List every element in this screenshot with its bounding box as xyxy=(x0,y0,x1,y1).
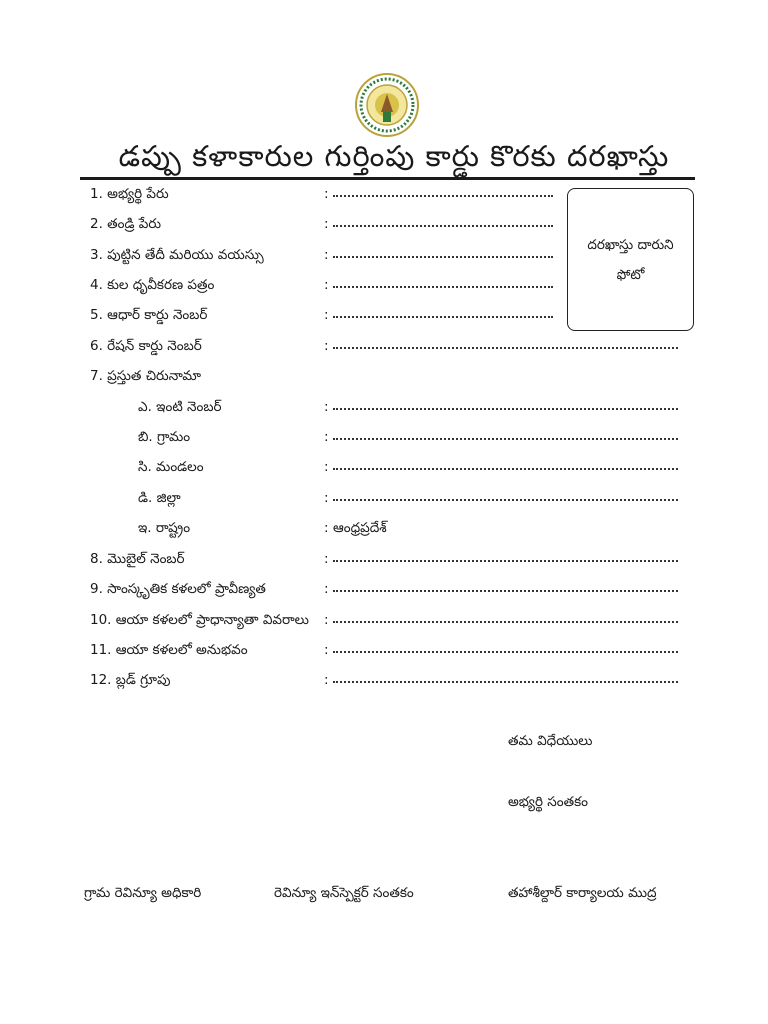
field-village: బి. గ్రామం : xyxy=(90,425,700,449)
field-label: 5. ఆధార్ కార్డు నెంబర్ xyxy=(90,307,208,323)
field-label: 1. అభ్యర్థి పేరు xyxy=(90,186,169,202)
field-aadhaar-number: 5. ఆధార్ కార్డు నెంబర్ : xyxy=(90,303,700,327)
tahsildar-office-seal: తహాశీల్దార్ కార్యాలయ ముద్ర xyxy=(508,885,657,901)
field-cultural-arts-proficiency: 9. సాంస్కృతిక కళలలో ప్రావీణ్యత : xyxy=(90,577,700,601)
state-emblem-icon xyxy=(354,72,420,138)
photo-box-line1: దరఖాస్తు దారుని xyxy=(587,236,674,253)
field-label: 7. ప్రస్తుత చిరునామా xyxy=(90,368,201,384)
fill-line[interactable] xyxy=(333,316,553,318)
field-label: ఎ. ఇంటి నెంబర్ xyxy=(138,399,222,415)
fill-line[interactable] xyxy=(333,468,678,470)
field-district: డి. జిల్లా : xyxy=(90,486,700,510)
field-label: 9. సాంస్కృతిక కళలలో ప్రావీణ్యత xyxy=(90,581,266,597)
fill-line[interactable] xyxy=(333,621,678,623)
fill-line[interactable] xyxy=(333,195,553,197)
field-arts-priority-details: 10. ఆయా కళలలో ప్రాధాన్యాతా వివరాలు : xyxy=(90,608,700,632)
field-label: 4. కుల ధృవీకరణ పత్రం xyxy=(90,277,215,293)
field-arts-experience: 11. ఆయా కళలలో అనుభవం : xyxy=(90,638,700,662)
yours-faithfully: తమ విధేయులు xyxy=(508,733,593,749)
fill-line[interactable] xyxy=(333,560,678,562)
revenue-inspector-signature: రెవిన్యూ ఇన్‌స్పెక్టర్ సంతకం xyxy=(274,885,414,901)
fill-line[interactable] xyxy=(333,408,678,410)
fill-line[interactable] xyxy=(333,651,678,653)
photo-box-line2: ఫోటో xyxy=(616,266,645,283)
vro-signature: గ్రామ రెవిన్యూ అధికారి xyxy=(84,885,202,901)
field-label: 10. ఆయా కళలలో ప్రాధాన్యాతా వివరాలు xyxy=(90,612,309,628)
fill-line[interactable] xyxy=(333,347,678,349)
field-mobile-number: 8. మొబైల్ నెంబర్ : xyxy=(90,547,700,571)
field-mandal: సి. మండలం : xyxy=(90,455,700,479)
fill-line[interactable] xyxy=(333,590,678,592)
title-underline xyxy=(80,177,695,180)
field-label: డి. జిల్లా xyxy=(138,490,181,506)
field-label: సి. మండలం xyxy=(138,459,204,475)
fill-line[interactable] xyxy=(333,225,553,227)
field-blood-group: 12. బ్లడ్ గ్రూపు : xyxy=(90,668,700,692)
field-house-number: ఎ. ఇంటి నెంబర్ : xyxy=(90,395,700,419)
field-state: ఇ. రాష్ట్రం : ఆంధ్రప్రదేశ్ xyxy=(90,516,700,540)
fill-line[interactable] xyxy=(333,438,678,440)
applicant-signature: అభ్యర్థి సంతకం xyxy=(508,794,588,810)
fill-line[interactable] xyxy=(333,286,553,288)
field-label: బి. గ్రామం xyxy=(138,429,191,445)
field-present-address xyxy=(90,364,700,388)
field-caste-certificate: 4. కుల ధృవీకరణ పత్రం : xyxy=(90,273,700,297)
field-label: 3. పుట్టిన తేదీ మరియు వయస్సు xyxy=(90,247,264,263)
field-label: 6. రేషన్ కార్డు నెంబర్ xyxy=(90,338,202,354)
page-title: డప్పు కళాకారుల గుర్తింపు కార్డు కొరకు దరఖాస్తు xyxy=(118,139,670,173)
field-value: ఆంధ్రప్రదేశ్ xyxy=(333,520,387,536)
field-father-name: 2. తండ్రి పేరు : xyxy=(90,212,700,236)
field-label: 12. బ్లడ్ గ్రూపు xyxy=(90,672,171,688)
field-applicant-name: 1. అభ్యర్థి పేరు : xyxy=(90,182,700,206)
field-label: 8. మొబైల్ నెంబర్ xyxy=(90,551,185,567)
fill-line[interactable] xyxy=(333,499,678,501)
fill-line[interactable] xyxy=(333,681,678,683)
field-ration-card-number: 6. రేషన్ కార్డు నెంబర్ : xyxy=(90,334,700,358)
field-dob-age: 3. పుట్టిన తేదీ మరియు వయస్సు : xyxy=(90,243,700,267)
field-label: 11. ఆయా కళలలో అనుభవం xyxy=(90,642,248,658)
fill-line[interactable] xyxy=(333,256,553,258)
field-label: ఇ. రాష్ట్రం xyxy=(138,520,191,536)
field-label: 2. తండ్రి పేరు xyxy=(90,216,162,232)
